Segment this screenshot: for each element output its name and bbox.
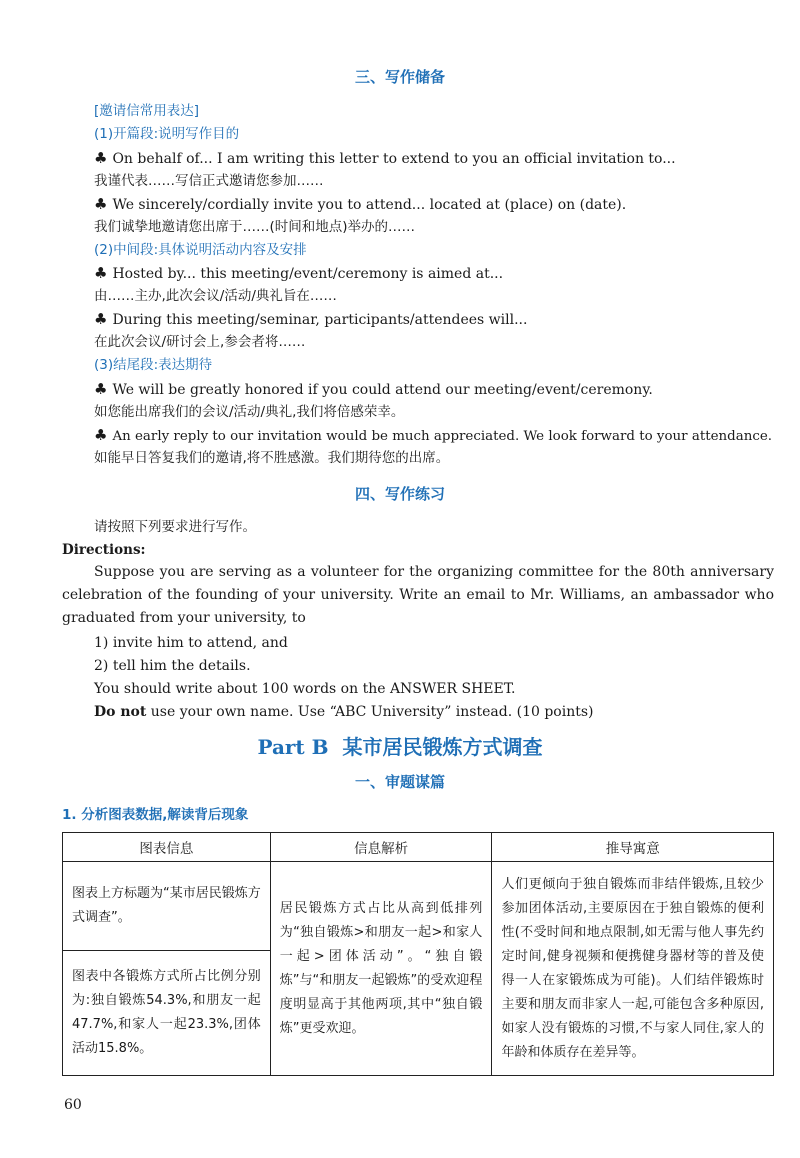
instruction-text: 请按照下列要求进行写作。 <box>94 519 256 535</box>
expression-line <box>94 380 653 399</box>
part-b-subtitle: 一、审题谋篇 <box>354 773 445 791</box>
section-4-title: 四、写作练习 <box>354 485 445 503</box>
english-expression: On behalf of... I am writing this letter to extend to you an official invitation to... <box>112 151 676 167</box>
english-expression: We sincerely/cordially invite you to attend... located at (place) on (date). <box>112 197 627 213</box>
chinese-translation: 由……主办,此次会议/活动/典礼旨在…… <box>94 288 337 304</box>
cell-implication: 人们更倾向于独自锻炼而非结伴锻炼,且较少参加团体活动,主要原因在于独自锻炼的便利性(不受时间和地点限制,如无需与他人事先约定时间,健身视频和便携健身器材等的普及使得一人在家锻炼成为可能)。人们结伴锻炼时主要和朋友而非家人一起,可能包含多种原因,如家人没有锻炼的习惯,不与家人同住,家人的年龄和体质存在差异等。 <box>492 862 774 1076</box>
name-note-bold: Do not <box>94 704 147 720</box>
expression-line <box>94 149 676 168</box>
part-b-label: Part B <box>257 735 329 759</box>
cell-chart-title-info: 图表上方标题为“某市居民锻炼方式调查”。 <box>63 862 271 951</box>
box-label: [邀请信常用表达] <box>94 103 200 119</box>
english-expression: During this meeting/seminar, participants/attendees will... <box>112 312 528 328</box>
section-3-title: 三、写作储备 <box>354 68 445 86</box>
english-expression: An early reply to our invitation would be much appreciated. We look forward to your attendance. <box>112 429 772 444</box>
cell-chart-proportions: 图表中各锻炼方式所占比例分别为:独自锻炼54.3%,和朋友一起47.7%,和家人一起23.3%,团体活动15.8%。 <box>63 951 271 1076</box>
header-analysis: 信息解析 <box>270 833 492 862</box>
english-expression: Hosted by... this meeting/event/ceremony is aimed at... <box>112 266 504 282</box>
header-chart-info: 图表信息 <box>63 833 271 862</box>
expression-line <box>94 310 527 329</box>
name-note-rest: use your own name. Use “ABC University” instead. (10 points) <box>146 704 594 720</box>
club-icon: ♣ <box>94 426 108 444</box>
chinese-translation: 我们诚挚地邀请您出席于……(时间和地点)举办的…… <box>94 219 416 235</box>
part-b-heading <box>0 731 800 760</box>
expression-line <box>94 426 772 446</box>
club-icon: ♣ <box>94 380 108 398</box>
chinese-translation: 如您能出席我们的会议/活动/典礼,我们将倍感荣幸。 <box>94 404 405 420</box>
header-implication: 推导寓意 <box>492 833 774 862</box>
middle-heading: (2)中间段:具体说明活动内容及安排 <box>94 242 307 258</box>
task-paragraph: Suppose you are serving as a volunteer for the organizing committee for the 80th anniversary celebration of the founding of your university. Write an email to Mr. Williams, an ambassador who graduated from your university, to <box>62 564 774 626</box>
part-b-title: 某市居民锻炼方式调查 <box>342 735 543 759</box>
chinese-translation: 在此次会议/研讨会上,参会者将…… <box>94 334 306 350</box>
chinese-translation: 如能早日答复我们的邀请,将不胜感激。我们期待您的出席。 <box>94 450 450 466</box>
page-number: 60 <box>64 1097 82 1113</box>
table-row <box>63 862 774 951</box>
expression-line <box>94 264 503 283</box>
chinese-translation: 我谨代表……写信正式邀请您参加…… <box>94 173 324 189</box>
club-icon: ♣ <box>94 264 108 282</box>
club-icon: ♣ <box>94 149 108 167</box>
club-icon: ♣ <box>94 310 108 328</box>
expression-line <box>94 195 626 214</box>
task-item-1: 1) invite him to attend, and <box>94 635 288 651</box>
analysis-table <box>62 832 774 1076</box>
step-1-heading: 1. 分析图表数据,解读背后现象 <box>62 807 249 823</box>
english-expression: We will be greatly honored if you could attend our meeting/event/ceremony. <box>112 382 653 398</box>
name-note <box>94 703 594 721</box>
opening-heading: (1)开篇段:说明写作目的 <box>94 126 240 142</box>
table-header-row <box>63 833 774 862</box>
club-icon: ♣ <box>94 195 108 213</box>
closing-heading: (3)结尾段:表达期待 <box>94 357 213 373</box>
cell-analysis: 居民锻炼方式占比从高到低排列为“独自锻炼>和朋友一起>和家人一起>团体活动”。“独自锻炼”与“和朋友一起锻炼”的受欢迎程度明显高于其他两项,其中“独自锻炼”更受欢迎。 <box>270 862 492 1076</box>
word-requirement: You should write about 100 words on the ANSWER SHEET. <box>94 681 516 697</box>
task-item-2: 2) tell him the details. <box>94 658 251 674</box>
directions-label: Directions: <box>62 542 146 558</box>
